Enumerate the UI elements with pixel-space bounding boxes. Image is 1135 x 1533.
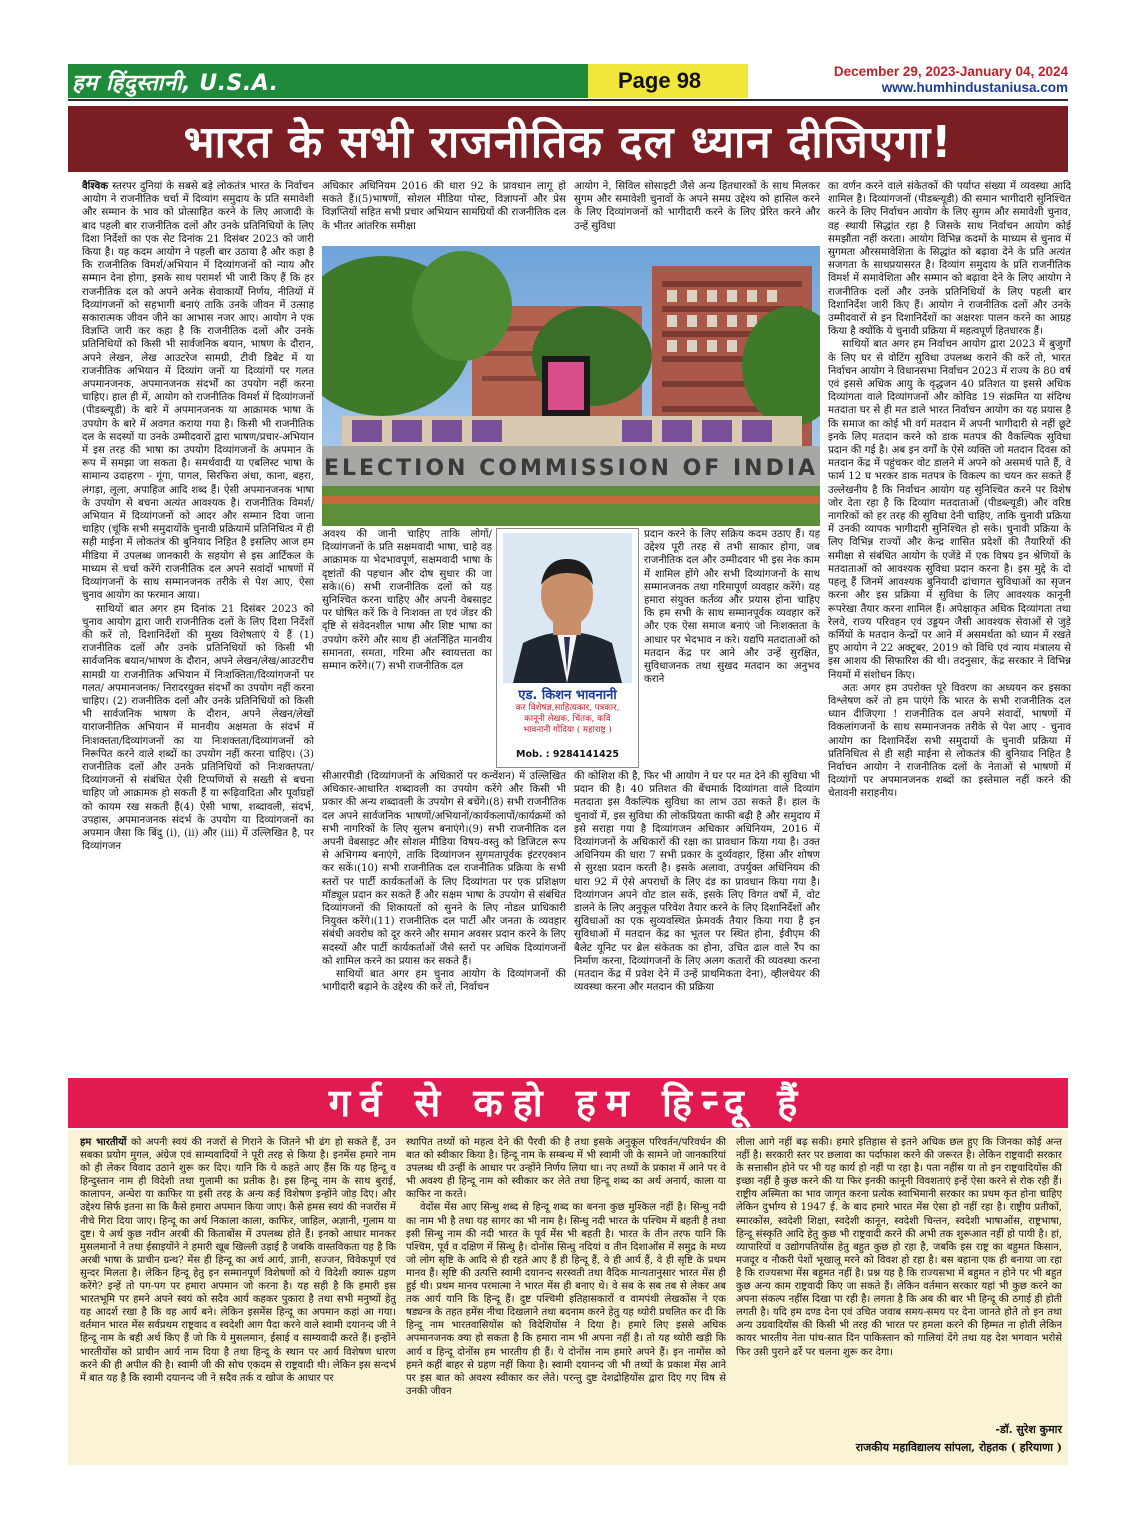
paragraph: का वर्णन करने वाले संकेतकों की पर्याप्त संख्या में व्यवस्था आदि शामिल है। दिव्यांगजनों (पीडब्ल्यूडी) की समान भागीदारी सुनिश्चित करने के लिए निर्वाचन आयोग के लिए सुगम और समावेशी चुनाव, वह स्थायी सिद्धांत रहा है जिसके साथ निर्वाचन आयोग कोई समझौता नहीं करता। आयोग विभिन्न कदमों के माध्यम से चुनाव में सुगमता औरसमावेशिता के सिद्धांत को बढ़ावा देने के प्रति अत्यंत सजगता के साथप्रयासरत है। दिव्यांग समुदाय के प्रति राजनीतिक विमर्श में समावेशिता और सम्मान को बढ़ावा देने के लिए आयोग ने राजनीतिक दलों और उनके प्रतिनिधियों के लिए पहली बार दिशानिर्देश जारी किए हैं। आयोग ने राजनीतिक दलों और उनके उम्मीदवारों से इन दिशानिर्देशों का अक्षरशः पालन करने का आग्रह किया है क्योंकि ये चुनावी प्रक्रिया में महत्वपूर्ण हितधारक हैं। — [828, 181, 1071, 338]
paragraph — [80, 1136, 396, 1385]
paragraph: साथियों बात अगर हम निर्वाचन आयोग द्वारा 2023 में बुजुर्गों के लिए घर से वोटिंग सुविधा उपलब्ध कराने की करें तो, भारत निर्वाचन आयोग ने विधानसभा निर्वाचन 2023 में राज्य के 80 वर्ष एवं इससे अधिक आयु के वृद्धजन 40 प्रतिशत या इससे अधिक दिव्यांगता वाले दिव्यांगजनों और कोविड 19 संक्रमित या संदिग्ध मतदाता घर से ही मत डाले भारत निर्वाचन आयोग का यह प्रयास है कि समाज का कोई भी वर्ग मतदान में अपनी भागीदारी से नहीं छूटे इनके लिए मतदान करने को डाक मतपत्र की वैकल्पिक सुविधा प्रदान की गई है। अब इन वर्गों के ऐसे व्यक्ति जो मतदान दिवस को मतदान केंद्र में पहुंचकर वोट डालने में अपने को असमर्थ पाते हैं, वे फार्म 12 घ भरकर डाक मतपत्र के विकल्प का चयन कर सकते हैं उल्लेखनीय है कि निर्वाचन आयोग यह सुनिश्चित करने पर विशेष जोर देता रहा है कि दिव्यांग मतदाताओं (पीडब्ल्यूडी) और वरिष्ठ नागरिकों को हर तरह की सुविधा देनी चाहिए, ताकि चुनावी प्रक्रिया में उनकी व्यापक भागीदारी सुनिश्चित हो सके। चुनावी प्रक्रिया के लिए विभिन्न राज्यों और केन्द्र शासित प्रदेशों की तैयारियों की समीक्षा से संबंधित आयोग के एजेंडे में एक विषय इन श्रेणियों के मतदाताओं को आवश्यक सुविधा प्रदान करना है। इस मुद्दे के दो पहलू हैं जिनमें आवश्यक बुनियादी ढांचागत सुविधाओं का सृजन करना और इस प्रक्रिया में सुविधा के लिए आवश्यक कानूनी रूपरेखा तैयार करना शामिल हैं। अपेक्षाकृत अधिक दिव्यांगता तथा रेलवे, राज्य परिवहन एवं उड्डयन जैसी आवश्यक सेवाओं से जुड़े कर्मियों के मतदान केन्द्रों पर आने में असमर्थता को ध्यान में रखते हुए आयोग ने 22 अक्टूबर, 2019 को विधि एवं न्याय मंत्रालय से इस आशय की सिफारिश की थी। तदनुसार, केंद्र सरकार ने विभिन्न नियमों में संशोधन किए। — [828, 339, 1071, 681]
author-name: एड. किशन भावनानी — [518, 688, 617, 703]
masthead — [68, 64, 1068, 98]
issue-date: December 29, 2023-January 04, 2024 — [833, 64, 1068, 79]
second-headline: गर्व से कहो हम हिन्दू हैं — [328, 1081, 808, 1125]
paragraph-text: को अपनी स्वयं की नजरों से गिराने के जितने भी ढंग हो सकते हैं, उन सबका प्रयोग मुगल, अंग्रेज एवं साम्यवादियों ने पूरी तरह से किया है। इनमेंस हमारे नाम को ही लेकर विवाद उठाने शुरू कर दिए। यानि कि ये कहते आए हैंस कि यह हिन्दू व हिन्दुस्तान नाम ही विदेशी तथा गुलामी का प्रतीक है। इस हिन्दू नाम के साथ बुराई, कालापन, अन्धेरा या काफिर या इसी तरह के अन्य कई विशेषण इन्होंने जोड़ दिए। और उद्देश्य सिर्फ इतना सा कि कैसे हमारा अपमान किया जाए। कैसे हमस स्वयं की नजरोंस में नीचे गिरा दिया जाए। हिन्दू का अर्थ निकाला काला, काफिर, जाहिल, अज्ञानी, गुलाम या दुष्ट। ये अर्थ कुछ नवीन अरबी की किताबोंस में उपलब्ध होते हैं। इनको आधार मानकर मुसलमानों ने तथा ईसाइयोंने ने हमारी खूब खिल्ली उड़ाई है जबकि वास्तविकता यह है कि अरबी भाषा के प्राचीन ग्रन्थ? मेंस ही हिन्दू का अर्थ आर्य, ज्ञानी, सज्जन, विवेकपूर्ण एवं सुन्दर मिलता है। लेकिन हिन्दू हेतु इन सम्मानपूर्ण विशेषणों को ये विदेशी क्यारू ग्रहण करेंगे? इन्हें तो पग-पग पर हमारा अपमान जो करना है। यह सही है कि हमारी इस भारतभूमि पर हमने अपने स्वयं को सदैव आर्य कहकर पुकारा है तथा सभी मनुष्यों हेतु यह आदर्श रखा है कि वह आर्य बने। लेकिन इसमेंस हिन्दू का अपमान कहां आ गया। वर्तमान भारत मेंस सर्वप्रथम राष्ट्रवाद व स्वदेशी आग पैदा करने वाले स्वामी दयानन्द जी ने हिन्दू नाम के बही अर्थ किए हैं जो कि ये मुसलमान, ईसाई व साम्यवादी करते हैं। इन्होंने भारतीयोंस को प्राचीन आर्य नाम दिया है तथा हिन्दू के स्थान पर आर्य विशेषण धारण करने की ही अपील की है। स्वामी जी की सोच एकदम से राष्ट्रवादी थी। लेकिन इस सन्दर्भ में बात यह है कि स्वामी दयानन्द जी ने सदैव तर्क व खोज के आधार पर — [80, 1137, 396, 1384]
second-article-column-2 — [406, 1136, 726, 1462]
paragraph — [82, 180, 314, 603]
paragraph: साथियों बात अगर हम चुनाव आयोग के दिव्यांगजनों की भागीदारी बढ़ाने के उद्देश्य की करें तो, निर्वाचन — [322, 969, 566, 994]
author-mobile: Mob. : 9284141425 — [516, 749, 619, 760]
author-desc-line: भावनानी गोंदिया ( महाराष्ट्र ) — [523, 725, 612, 735]
brand-bar — [68, 64, 588, 98]
author-portrait-drawing — [503, 533, 632, 683]
paragraph-text: स्तरपर दुनियां के सबसे बड़े लोकतंत्र भारत के निर्वाचन आयोग ने राजनीतिक चर्चा में दिव्यांग समुदाय के प्रति समावेशी और सम्मान के भाव को प्रोत्साहित करने के लिए आजादी के बाद पहली बार राजनीतिक दलों और उनके प्रतिनिधियों के लिए दिशा निर्देशों का एक सेट दिनांक 21 दिसंबर 2023 को जारी किया है। यह कदम आयोग ने पहली बार उठाया है और कहा है कि राजनीतिक विमर्श/अभियान में दिव्यांगजनों को न्याय और सम्मान देना होगा, इसके साथ परामर्श भी जारी किए हैं कि हर राजनीतिक दल को अपने अनेक सेवाकार्यों निर्णय, नीतियों में दिव्यांगजनों को सहभागी बनाएं ताकि उनके जीवन में उत्साह सकारात्मक जीवन जीने का आभास नजर आए। आयोग ने एक विज्ञप्ति जारी कर कहा है कि राजनीतिक दलों और उनके प्रतिनिधियों को किसी भी सार्वजनिक बयान, भाषण के दौरान, अपने लेखन, लेख आउटरेज सामग्री, टीवी डिबेट में या राजनीतिक अभियान में दिव्यांग जनों या दिव्यांगों पर गलत अपमानजनक, अपमानजनक संदर्भों का उपयोग नहीं करना चाहिए। हाल ही में, आयोग को राजनीतिक विमर्श में दिव्यांगजनों (पीडब्ल्यूडी) के बारे में अपमानजनक या आक्रामक भाषा के उपयोग के बारे में अवगत कराया गया है। किसी भी राजनीतिक दल के सदस्यों या उनके उम्मीदवारों द्वारा भाषण/प्रचार-अभियान में इस तरह की भाषा का उपयोग दिव्यांगजनों के अपमान के रूप में समझा जा सकता है। समर्थवादी या एबलिस्ट भाषा के सामान्य उदाहरण - गूंगा, पागल, सिरफिरा अंधा, काना, बहरा, लंगड़ा, लूला, अपाहिज आदि शब्द हैं। ऐसी अपमानजनक भाषा के उपयोग से बचना अत्यंत आवश्यक है। राजनीतिक विमर्श/अभियान में दिव्यांगजनों को आदर और सम्मान दिया जाना चाहिए (चूंकि सभी समुदायोंके चुनावी प्रक्रियामें प्रतिनिधित्व में ही सही माईना में लोकतंत्र की बुनियाद निहित है इसलिए आज हम मीडिया में उपलब्ध जानकारी के सहयोग से इस आर्टिकल के माध्यम से चर्चा करेंगे राजनीतिक दल अपने सवांदों भाषणों में दिव्यांगजनों के साथ सम्मानजनक तरीके से पेश आए, ऐसा चुनाव आयोग का फरमान आया। — [82, 181, 314, 602]
paragraph: सीआरपीडी (दिव्यांगजनों के अधिकारों पर कन्वेंशन) में उल्लिखित अधिकार-आधारित शब्दावली का उपयोग करेंगे और किसी भी प्रकार की अन्य शब्दावली के उपयोग से बचेंगे।(8) सभी राजनीतिक दल अपने सार्वजनिक भाषणों/अभियानों/कार्यकलापों/कार्यक्रमों को सभी नागरिकों के लिए सुलभ बनाएंगे।(9) सभी राजनीतिक दल अपनी वेबसाइट और सोशल मीडिया विषय-वस्तु को डिजिटल रूप से अभिगम्य बनाएंगे, ताकि दिव्यांगजन सुगमतापूर्वक इंटरएक्शन कर सकें।(10) सभी राजनीतिक दल राजनीतिक प्रक्रिया के सभी स्तरों पर पार्टी कार्यकर्ताओं के लिए दिव्यांगता पर एक प्रशिक्षण मॉड्यूल प्रदान कर सकते हैं और सक्षम भाषा के उपयोग से संबंधित दिव्यांगजनों की शिकायतों को सुनने के लिए नोडल प्राधिकारी नियुक्त करेंगे।(11) राजनीतिक दल पार्टी और जनता के व्यवहार संबंधी अवरोध को दूर करने और समान अवसर प्रदान करने के लिए सदस्यों और पार्टी कार्यकर्ताओं जैसे स्तरों पर अधिक दिव्यांगजनों को शामिल करने का प्रयास कर सकते हैं। — [322, 771, 566, 967]
paragraph: वेदोंस मेंस आए सिन्धु शब्द से हिन्दू शब्द का बनना कुछ मुश्किल नहीं है। सिन्धु नदी का नाम भी है तथा यह सागर का भी नाम है। सिन्धु नदी भारत के पश्चिम में बहती है तथा इसी सिन्धु नाम की नदी भारत के पूर्व मेंस भी बहती है। भारत के तीन तरफ यानि कि पश्चिम, पूर्व व दक्षिण में सिन्धु है। दोनोंस सिन्धु नदियां व तीन दिशाओंस में समुद्र के मध्य जो लोग सृष्टि के आदि से ही रहते आए हैं ही हिन्दू हैं, वे ही आर्य हैं, वे ही सृष्टि के प्रथम मानव हैं। सृष्टि की उत्पत्ति स्वामी दयानन्द सरस्वती तथा वैदिक मान्यतानुसार भारत मेंस ही हुई थी। प्रथम मानव परमात्मा ने भारत मेंस ही बनाए थे। वे सब के सब तब से लेकर अब तक आर्य यानि कि हिन्दू हैं। दुष्ट पश्चिमी इतिहासकारों व वामपंथी लेखकोंस ने एक षड्यन्त्र के तहत हमेंस नीचा दिखलाने तथा बदनाम करने हेतु यह थ्योरी प्रचलित कर दी कि हिन्दू नाम भारतवासियोंस को विदेशियोंस ने दिया है। हमारे लिए इससे अधिक अपमानजनक क्या हो सकता है कि हमारा नाम भी अपना नहीं है। तो यह थ्योरी खड़ी कि आर्य व हिन्दू दोनोंस हम भारतीय ही हैं। ये दोनोंस नाम हमारे अपने हैं। इन नामोंस को हमने कहीं बाहर से ग्रहण नहीं किया है। स्वामी दयानन्द जी भी तथ्यों के प्रकाश मेंस आने पर इस बात को अवश्य स्वीकार कर लेते। परन्तु दुष्ट देशद्रोहियोंस द्वारा दिए गए विष से उनकी जीवन — [406, 1202, 726, 1397]
author-box — [496, 528, 639, 768]
second-article-column-1 — [80, 1136, 396, 1462]
article-column-3-top — [574, 180, 820, 245]
author-signature: -डॉ. सुरेश कुमार — [995, 1423, 1062, 1436]
building-illustration — [322, 246, 820, 526]
website-url[interactable]: www.humhindustaniusa.com — [881, 80, 1068, 95]
author-portrait — [503, 533, 632, 683]
paragraph: अधिकार अधिनियम 2016 की धारा 92 के प्रावधान लागू हो सकते हैं।(5)भाषणों, सोशल मीडिया पोस्ट, विज्ञापनों और प्रेस विज्ञप्तियों सहित सभी प्रचार अभियान सामग्रियों की राजनीतिक दल के भीतर आंतरिक समीक्षा — [322, 181, 566, 232]
article-column-4 — [828, 180, 1071, 1060]
brand-title: हम हिंदुस्तानी, U.S.A. — [72, 71, 279, 96]
headline-banner — [68, 106, 1068, 172]
author-desc-line: कानूनी लेखक, चिंतक, कवि — [524, 714, 611, 724]
paragraph: अवश्य की जानी चाहिए ताकि लोगों/ दिव्यांगजनों के प्रति सक्षमवादी भाषा, चाहे वह आक्रामक या भेदभावपूर्ण, सक्षमवादी भाषा के दृष्टांतों की पहचान और दोष सुधार की जा सके।(6) सभी राजनीतिक दलों को यह सुनिश्चित करना चाहिए और अपनी वेबसाइट पर घोषित करें कि वे निःशक्त ता एवं जेंडर की दृष्टि से संवेदनशील भाषा और शिष्ट भाषा का उपयोग करेंगे और साथ ही अंतर्निहित मानवीय समानता, समता, गरिमा और स्वायत्तता का सम्मान करेंगे।(7) सभी राजनीतिक दल — [322, 529, 492, 673]
article-column-1 — [82, 180, 314, 1060]
page-number: Page 98 — [618, 68, 702, 93]
second-article-column-3 — [736, 1136, 1062, 1416]
election-commission-photo — [322, 246, 820, 526]
lead-word: हम भारतीयों — [80, 1137, 127, 1148]
paragraph: आयोग ने, सिविल सोसाइटी जैसे अन्य हितधारकों के साथ मिलकर सुगम और समावेशी चुनावों के अपने समग्र उद्देश्य को हासिल करने के लिए दिव्यांगजनों को भागीदारी करने के लिए प्रेरित करने और उन्हें सुविधा — [574, 181, 820, 232]
article-column-2-lower — [322, 770, 566, 1060]
paragraph: प्रदान करने के लिए सक्रिय कदम उठाए हैं। यह उद्देश्य पूरी तरह से तभी साकार होगा, जब राजनीतिक दल और उम्मीदवार भी इस नेक काम में शामिल होंगे और सभी दिव्यांगजनों के साथ सम्मानजनक तथा गरिमापूर्ण व्यवहार करेंगे। यह हमारा संयुक्त कर्तव्य और प्रयास होना चाहिए कि हम सभी के साथ सम्मानपूर्वक व्यवहार करें और एक ऐसा समाज बनाएं जो निःशक्तता के आधार पर भेदभाव न करे। यद्यपि मतदाताओं को मतदान केंद्र पर आने और उन्हें सुरक्षित, सुविधाजनक तथा सुखद मतदान का अनुभव कराने — [644, 529, 820, 686]
article-column-3-lower — [574, 770, 820, 1060]
paragraph: की कोशिश की है, फिर भी आयोग ने घर पर मत देने की सुविधा भी प्रदान की है। 40 प्रतिशत की बेंचमार्क दिव्यांगता वाले दिव्यांग मतदाता इस वैकल्पिक सुविधा का लाभ उठा सकते हैं। हाल के चुनावों में, इस सुविधा की लोकप्रियता काफी बढ़ी है और समुदाय में इसे सराहा गया है दिव्यांगजन अधिकार अधिनियम, 2016 में दिव्यांगजनों के अधिकारों की रक्षा का प्रावधान किया गया है। उक्त अधिनियम की धारा 7 सभी प्रकार के दुर्व्यवहार, हिंसा और शोषण से सुरक्षा प्रदान करती है। इसके अलावा, उपर्युक्त अधिनियम की धारा 92 में ऐसे अपराधों के लिए दंड का प्रावधान किया गया है। दिव्यांगजन अपने वोट डाल सकें, इसके लिए विगत वर्षों में, वोट डालने के लिए अनुकूल परिवेश तैयार करने के लिए दिशानिर्देशों और सुविधाओं का एक सुव्यवस्थित फ्रेमवर्क तैयार किया गया है इन सुविधाओं में मतदान केंद्र का भूतल पर स्थित होना, ईवीएम की बैलेट यूनिट पर ब्रेल संकेतक का होना, उचित ढाल वाले रैंप का निर्माण करना, दिव्यांगजनों के लिए अलग कतारों की व्यवस्था करना (मतदान केंद्र में प्रवेश देने में उन्हें प्राथमिकता देना), व्हीलचेयर की व्यवस्था करना और मतदान की प्रक्रिया — [574, 771, 820, 994]
photo-sign-text: ELECTION COMMISSION OF INDIA — [323, 456, 819, 481]
article-headline: भारत के सभी राजनीतिक दल ध्यान दीजिएगा! — [183, 117, 953, 168]
author-description — [499, 703, 636, 736]
page-number-box — [588, 64, 748, 98]
masthead-divider — [68, 99, 1068, 101]
second-headline-banner — [68, 1078, 1068, 1128]
author-affiliation: राजकीय महाविद्यालय सांपला, रोहतक ( हरियाणा ) — [855, 1441, 1062, 1454]
paragraph: लीला आगे नहीं बढ़ सकी। हमारे इतिहास से इतने अधिक छल हुए कि जिनका कोई अन्त नहीं है। सरकारी स्तर पर छलावा का पर्दाफाश करने की जरूरत है। लेकिन राष्ट्रवादी सरकार के सत्तासीन होने पर भी यह कार्य हो नहीं पा रहा है। पता नहींस या तो इन राष्ट्रवादियोंस की इच्छा नहीं है कुछ करने की या फिर इनकी कानूनी विवशताएं इन्हें ऐसा करने से रोक रही हैं। राष्ट्रीय अस्मिता का भाव जागृत करना प्रत्येक स्वाभिमानी सरकार का प्रथम कृत होना चाहिए लेकिन दुर्भाग्य से 1947 ई. के बाद हमारे भारत मेंस ऐसा हो नहीं रहा है। राष्ट्रीय प्रतीकों, स्मारकोंस, स्वदेशी शिक्षा, स्वदेशी कानून, स्वदेशी चिन्तन, स्वदेशी भाषाओंस, राष्ट्रभाषा, हिन्दू संस्कृति आदि हेतु कुछ भी राष्ट्रवादी करने की अभी तक शुरूआत नहीं हो पायी है। हां, व्यापारियों व उद्योगपतियोंस हेतु बहुत कुछ हो रहा है, जबकि इस राष्ट्र का बहुमत किसान, मजदूर व नौकरी पेशों भूखालू मरने को विवश हो रहा है। बस बहाना एक ही बनाया जा रहा है कि राज्यसभा मेंस बहुमत नहीं है। प्रश्न यह है कि राज्यसभा में बहुमत न होने पर भी बहुत कुछ अन्य काम राष्ट्रवादी किए जा सकते हैं। लेकिन वर्तमान सरकार यहां भी कुछ करने का अपना संकल्प नहींस दिखा पा रही है। लगता है कि अब की बार भी हिन्दू की ठगाई ही होती लगती है। यदि हम दण्ड देना एवं उचित जवाब समय-समय पर देना जानते होते तो इन तथा अन्य उग्रवादियोंस की किसी भी तरह की भारत पर हमला करने की हिम्मत ना होती लेकिन कायर भारतीय नेता पांच-सात दिन पाकिस्तान को गालियां देंगे तथा यह देश भगवान भरोसे फिर उसी पुराने ढर्रे पर चलना शुरू कर देगा। — [736, 1137, 1062, 1358]
paragraph: स्थापित तथ्यों को महत्व देने की पैरवी की है तथा इसके अनुकूल परिवर्तन/परिवर्धन की बात को स्वीकार किया है। हिन्दू नाम के सम्बन्ध में भी स्वामी जी के सामने जो जानकारियां उपलब्ध थी उन्हीं के आधार पर उन्होंने निर्णय लिया था। नए तथ्यों के प्रकाश में आने पर वे भी अवश्य ही हिन्दू नाम को स्वीकार कर लेते तथा हिन्दू शब्द का अर्थ अनार्य, काला या काफिर ना करते। — [406, 1137, 726, 1201]
lead-word: वैश्विक — [82, 180, 109, 192]
article-column-2-top — [322, 180, 566, 245]
author-desc-line: कर विशेषज्ञ,साहित्यकार, पत्रकार, — [515, 703, 620, 713]
paragraph: अतः अगर हम उपरोक्त पूरे विवरण का अध्ययन कर इसका विश्लेषण करें तो हम पाएंगे कि भारत के सभी राजनीतिक दल ध्यान दीजिएगा ! राजनीतिक दल अपने संवादों, भाषणों में विकलांगजनों के साथ सम्मानजनक तरीके से पेश आए - चुनाव आयोग का दिशानिर्देश सभी समुदायों के चुनावी प्रक्रिया में प्रतिनिधित्व से ही सही माईना से लोकतंत्र की बुनियाद निहित है निर्वाचन आयोग ने राजनीतिक दलों के नेताओं से भाषणों में दिव्यांगों पर अपमानजनक शब्दों का इस्तेमाल नहीं करने की चेतावनी सराहनीय। — [828, 682, 1071, 800]
paragraph: साथियों बात अगर हम दिनांक 21 दिसंबर 2023 को चुनाव आयोग द्वारा जारी राजनीतिक दलों के लिए दिशा निर्देशों की करें तो, दिशानिर्देशों की मुख्य विशेषताएं ये हैं (1) राजनीतिक दलों और उनके प्रतिनिधियों को किसी भी सार्वजनिक बयान/भाषण के दौरान, अपने लेखन/लेख/आउटरीच सामग्री या राजनीतिक अभियान में निःशक्तिता/दिव्यांगजनों पर गलत/ अपमानजनक/ निरादरयुक्त संदर्भों का उपयोग नहीं करना चाहिए। (2) राजनीतिक दलों और उनके प्रतिनिधियों को किसी भी सार्वजनिक भाषण के दौरान, अपने लेखन/लेखों याराजनीतिक अभियान में मानवीय अक्षमता के संदर्भ में निःशक्तता/दिव्यांगजनों का या निःशक्तता/दिव्यांगजनों को निरूपित करने वाले शब्दों का उपयोग नहीं करना चाहिए। (3) राजनीतिक दलों और उनके प्रतिनिधियों को निःशक्तपता/ दिव्यांगजनों से संबंधित ऐसी टिप्पणियों से सख्ती से बचना चाहिए जो आक्रामक हो सकती हैं या रूढ़िवादिता और पूर्वाग्रहों को कायम रख सकती हैं(4) ऐसी भाषा, शब्दावली, संदर्भ, उपहास, अपमानजनक संदर्भ के उपयोग या दिव्यांगजनों का अपमान जैसा कि बिंदु (i), (ii) और (iii) में उल्लिखित है, पर दिव्यांगजन — [82, 603, 314, 853]
